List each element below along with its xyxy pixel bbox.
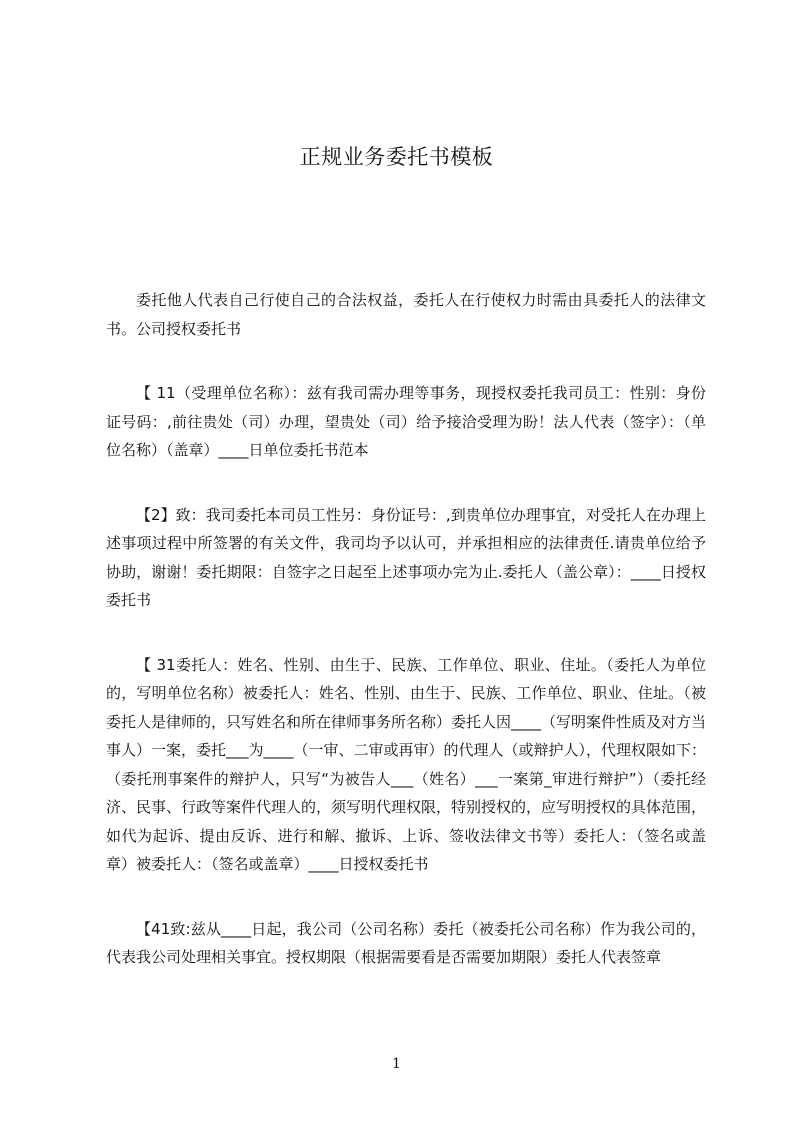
paragraph-template-4: 【41致:兹从____日起，我公司（公司名称）委托（被委托公司名称）作为我公司的，代表我公司处理相关事宜。授权期限（根据需要看是否需要加期限）委托人代表签章 — [106, 919, 706, 966]
paragraph-template-3: 【 31委托人：姓名、性别、由生于、民族、工作单位、职业、住址。（委托人为单位的，写明单位名称）被委托人：姓名、性别、由生于、民族、工作单位、职业、住址。（被委托人是律师的，只写姓名和所在律师事务所名称）委托人因____（写明案件性质及对方当事人）一案，委托___为____（一审、二审或再审）的代理人（或辩护人），代理权限如下：（委托刑事案件的辩护人，只写“为被告人___（姓名）___一案第_审进行辩护”）（委托经济、民事、行政等案件代理人的，须写明代理权限，特别授权的，应写明授权的具体范围，如代为起诉、提由反诉、进行和解、撤诉、上诉、签收法律文书等）委托人：（签名或盖章）被委托人：（签名或盖章）____日授权委托书 — [106, 655, 707, 873]
document-title: 正规业务委托书模板 — [299, 145, 494, 169]
document-body — [106, 286, 706, 1008]
paragraph-template-1: 【 11（受理单位名称）：兹有我司需办理等事务，现授权委托我司员工：性别：身份证号码：,前往贵处（司）办理，望贵处（司）给予接洽受理为盼！法人代表（签字）：（单位名称）（盖章）____日单位委托书范本 — [106, 384, 706, 459]
paragraph-intro: 委托他人代表自己行使自己的合法权益，委托人在行使权力时需由具委托人的法律文书。公司授权委托书 — [106, 291, 706, 338]
paragraph-template-2: 【2】致：我司委托本司员工性另：身份证号：,到贵单位办理事宜，对受托人在办理上述事项过程中所签署的有关文件，我司均予以认可，并承担相应的法律责任.请贵单位给予协助，谢谢！委托期限：自签字之日起至上述事项办完为止.委托人（盖公章）：____日授权委托书 — [106, 505, 706, 609]
page-number: 1 — [392, 1056, 401, 1072]
